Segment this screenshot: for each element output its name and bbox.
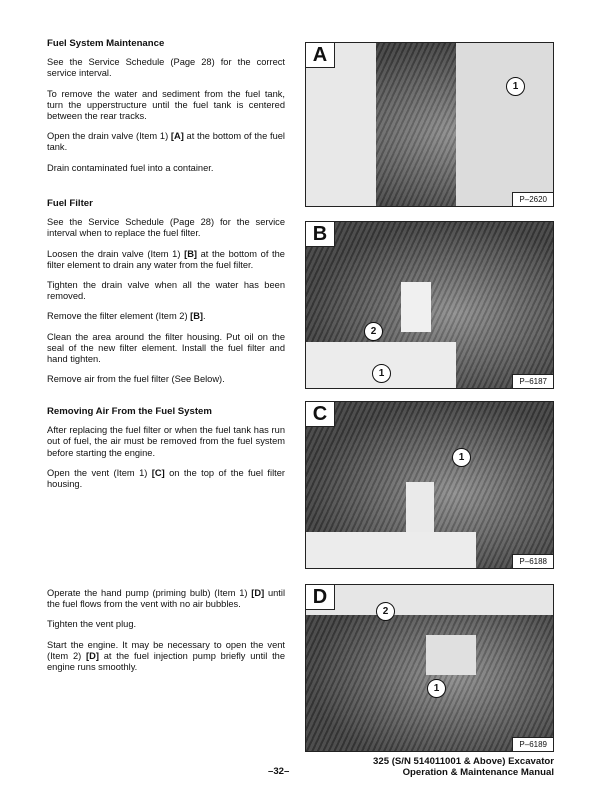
footer-manual-title: Operation & Maintenance Manual xyxy=(402,767,554,778)
section-heading: Fuel Filter xyxy=(47,198,93,209)
photo-code: P–6188 xyxy=(512,554,553,568)
paragraph: Remove air from the fuel filter (See Below). xyxy=(47,374,225,385)
figure-c-photo xyxy=(305,401,554,569)
section-heading: Fuel System Maintenance xyxy=(47,38,165,49)
paragraph: Tighten the vent plug. xyxy=(47,619,137,630)
pump-body xyxy=(426,635,476,675)
figure-letter: C xyxy=(306,402,335,427)
callout-2: 2 xyxy=(364,322,383,341)
paragraph: Remove the filter element (Item 2) [B]. xyxy=(47,311,206,322)
figure-b-photo xyxy=(305,221,554,389)
figure-letter: D xyxy=(306,585,335,610)
photo-code: P–6187 xyxy=(512,374,553,388)
photo-shading xyxy=(306,585,554,615)
figure-a-photo xyxy=(305,42,554,207)
figure-letter: A xyxy=(306,43,335,68)
paragraph: See the Service Schedule (Page 28) for the correct service interval. xyxy=(47,57,285,79)
callout-1: 1 xyxy=(452,448,471,467)
paragraph: Loosen the drain valve (Item 1) [B] at the bottom of the filter element to drain any water from the fuel filter. xyxy=(47,248,285,270)
paragraph: Open the vent (Item 1) [C] on the top of the fuel filter housing. xyxy=(47,467,285,490)
paragraph: Operate the hand pump (priming bulb) (Item 1) [D] until the fuel flows from the vent with no air bubbles. xyxy=(47,588,286,610)
section-heading: Removing Air From the Fuel System xyxy=(47,406,212,417)
paragraph: Start the engine. It may be necessary to open the vent (Item 2) [D] at the fuel injection pump briefly until the engine runs smoothly. xyxy=(47,639,285,673)
paragraph: To remove the water and sediment from the fuel tank, turn the upperstructure until the fuel tank is centered between the rear tracks. xyxy=(47,88,285,122)
photo-code: P–6189 xyxy=(512,737,553,751)
paragraph: Clean the area around the filter housing. Put oil on the seal of the new filter element. Install the fuel filter and hand tighten. xyxy=(47,331,285,365)
section-priming xyxy=(47,588,285,682)
photo-shading xyxy=(456,43,554,207)
paragraph: After replacing the fuel filter or when the fuel tank has run out of fuel, the air must be removed from the fuel system before starting the engine. xyxy=(47,425,285,458)
footer-model: 325 (S/N 514011001 & Above) Excavator xyxy=(373,756,554,767)
paragraph: Tighten the drain valve when all the water has been removed. xyxy=(47,280,285,302)
section-fuel-system-maintenance xyxy=(47,38,285,183)
photo-code: P–2620 xyxy=(512,192,553,206)
paragraph: Open the drain valve (Item 1) [A] at the bottom of the fuel tank. xyxy=(47,131,285,153)
figure-d-photo xyxy=(305,584,554,752)
photo-shading xyxy=(306,532,476,569)
filter-element xyxy=(401,282,431,332)
figure-letter: B xyxy=(306,222,335,247)
page-number: –32– xyxy=(268,766,290,777)
callout-1: 1 xyxy=(372,364,391,383)
section-removing-air xyxy=(47,406,285,499)
callout-2: 2 xyxy=(376,602,395,621)
paragraph: Drain contaminated fuel into a container. xyxy=(47,162,214,173)
paragraph: See the Service Schedule (Page 28) for the service interval when to replace the fuel filter. xyxy=(47,217,285,239)
callout-1: 1 xyxy=(427,679,446,698)
section-fuel-filter xyxy=(47,198,285,394)
filter-element xyxy=(406,482,434,532)
callout-1: 1 xyxy=(506,77,525,96)
